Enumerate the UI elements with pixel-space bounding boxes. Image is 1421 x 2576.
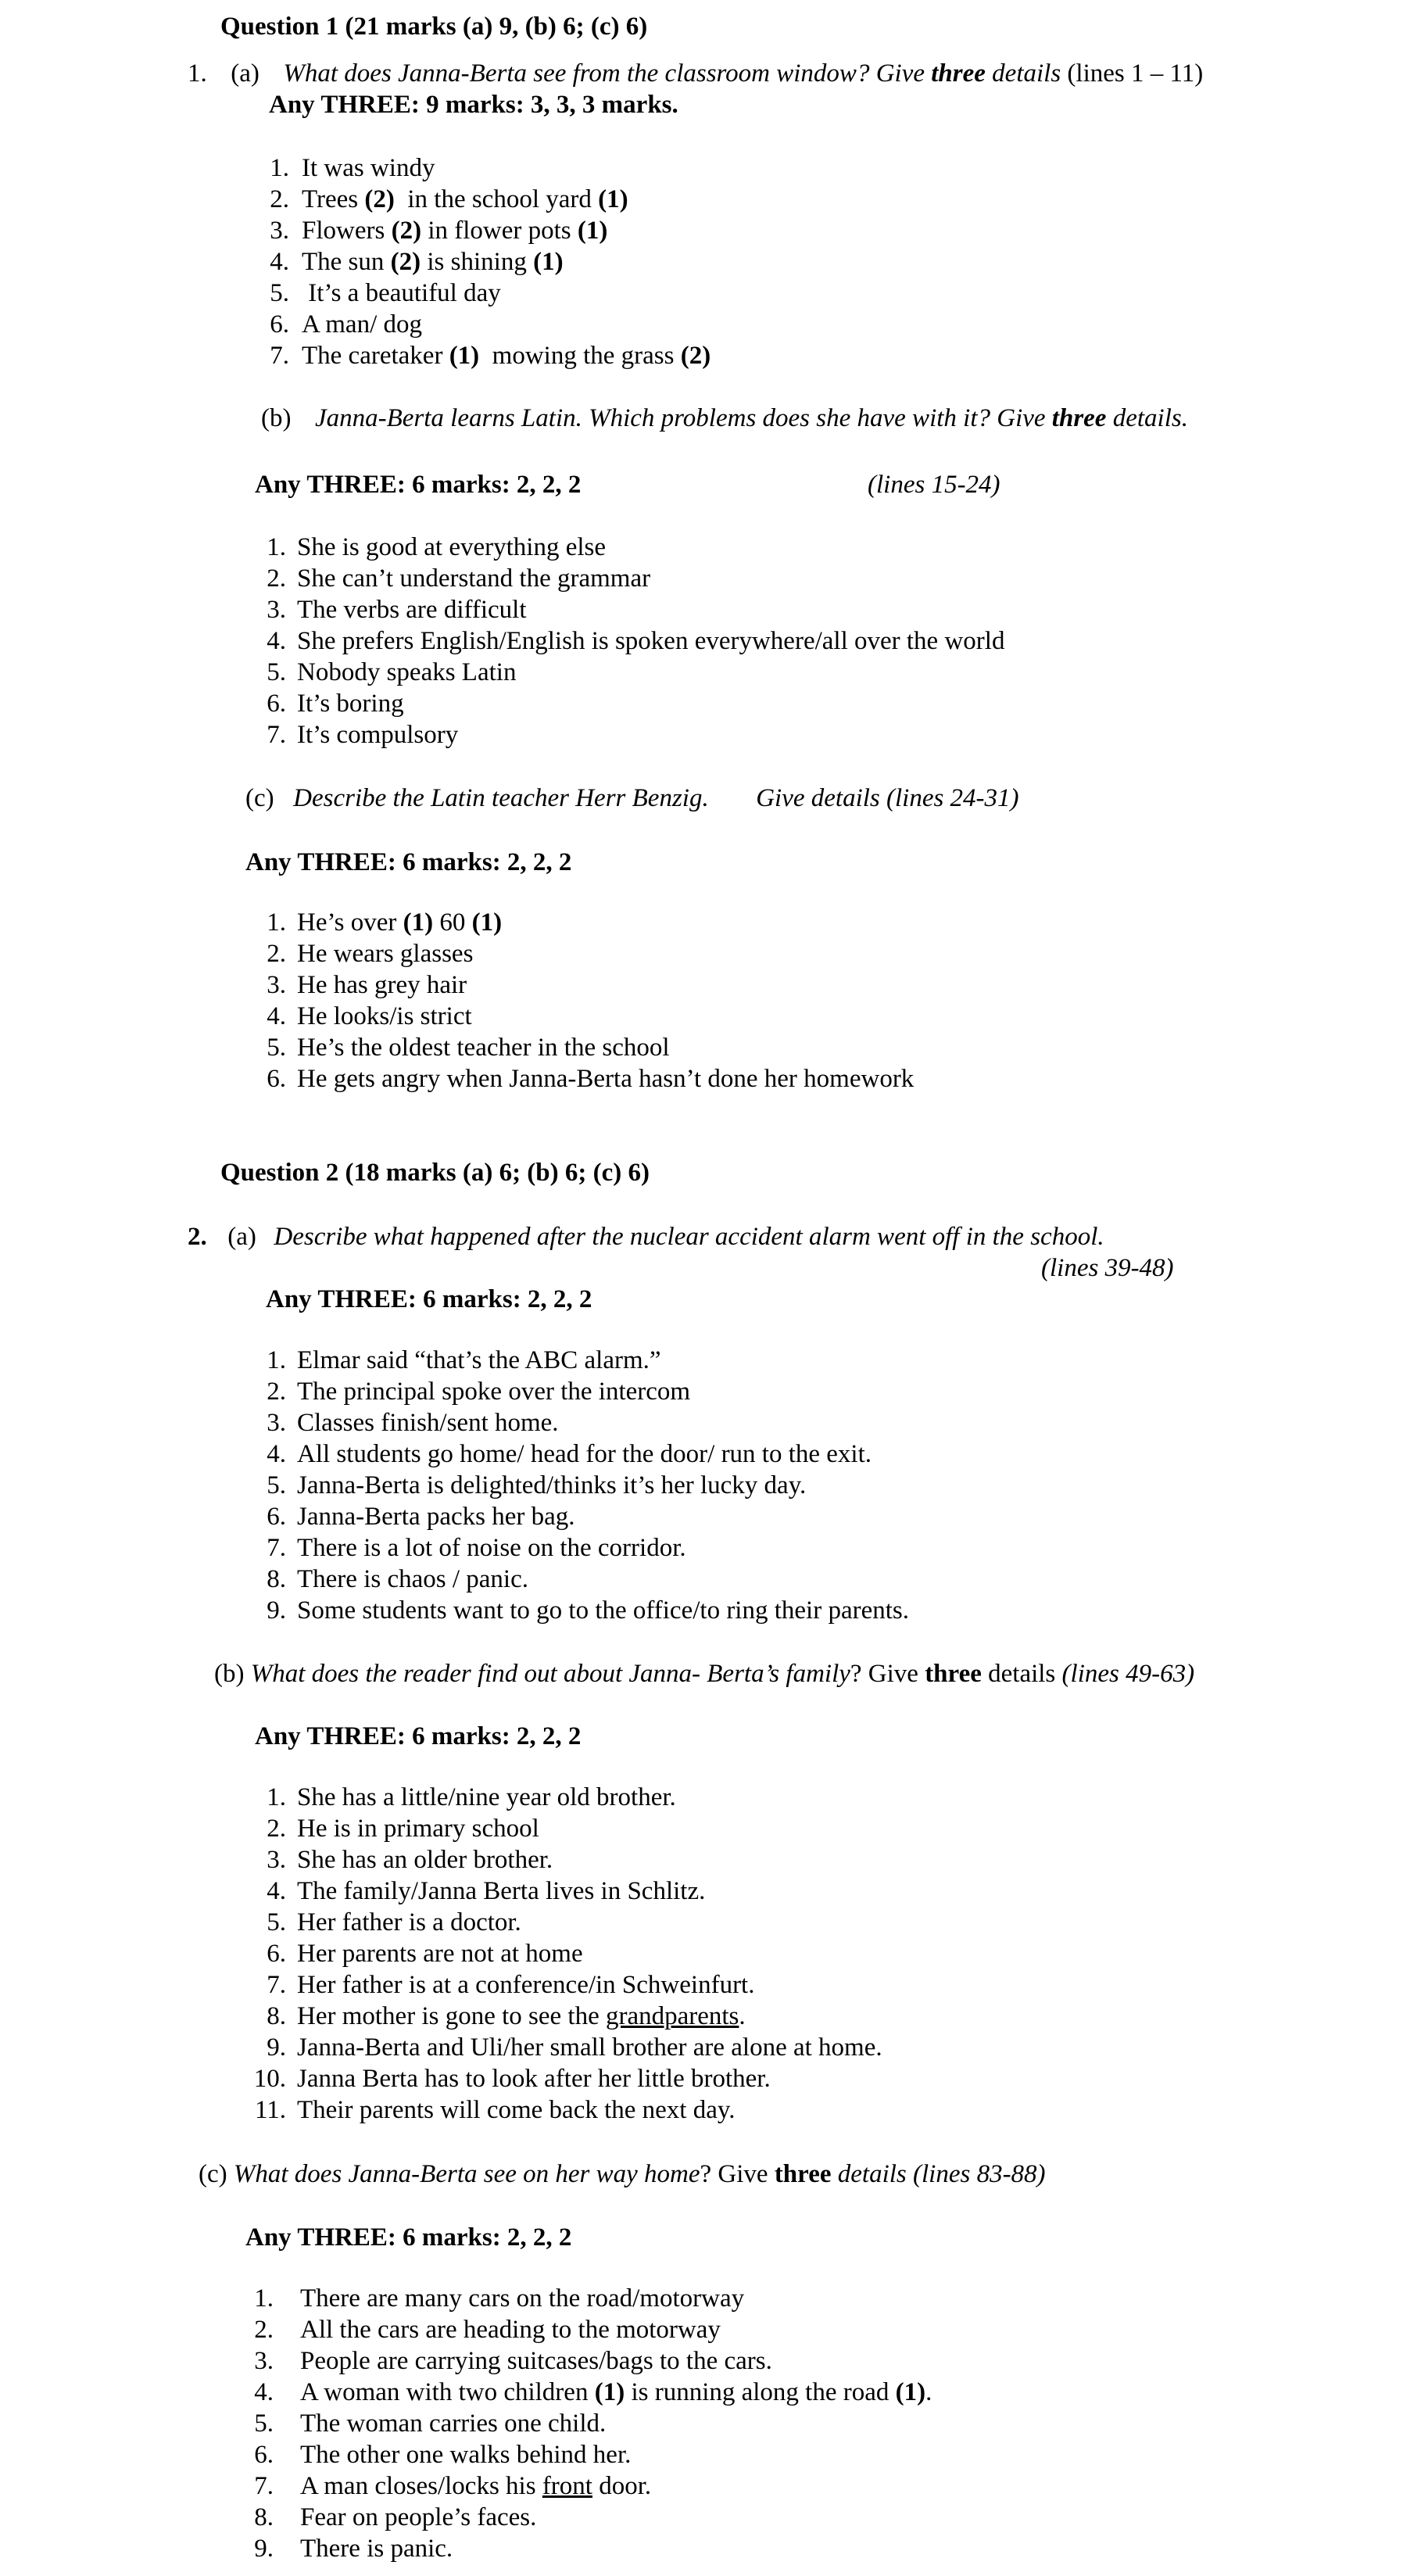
answer-fragment: The woman carries one child. [300,2409,607,2438]
q1c-marks: Any THREE: 6 marks: 2, 2, 2 [245,848,572,876]
mark-allocation: (1) [403,908,434,937]
answer-fragment: The verbs are difficult [297,596,527,624]
answer-item [255,563,1193,594]
answer-item [255,1564,1193,1595]
answer-number: 5. [254,2409,274,2438]
q1c-lines: Give details (lines 24-31) [756,784,1019,812]
answer-number: 1. [267,1783,286,1811]
answer-fragment: It was windy [302,154,435,182]
answer-item [255,1345,1193,1376]
answer-text [297,1063,914,1095]
answer-number: 1. [267,908,286,937]
answer-fragment: Janna-Berta and Uli/her small brother are alone at home. [297,2033,882,2062]
answer-fragment: She has a little/nine year old brother. [297,1783,676,1811]
answer-item [234,1907,1172,1938]
answer-fragment: Janna-Berta packs her bag. [297,1503,575,1531]
answer-number: 6. [254,2441,274,2469]
answer-item [242,2314,1180,2345]
answer-fragment: in flower pots [421,217,578,245]
answer-text [297,1876,705,1907]
q2a-marks: Any THREE: 6 marks: 2, 2, 2 [266,1285,592,1313]
answer-fragment: The principal spoke over the intercom [297,1378,691,1406]
answer-number: 3. [267,1409,286,1437]
answer-text [300,2470,651,2502]
q1a-answer-list [258,152,1040,371]
answer-number: 4. [267,1440,286,1468]
answer-fragment: There are many cars on the road/motorway [300,2284,745,2313]
q1b-question-bold: three [1051,404,1107,432]
answer-text [300,2439,631,2470]
answer-text [297,625,1004,657]
q2b-lines: (lines 49-63) [1061,1660,1195,1688]
answer-number: 9. [267,2033,286,2062]
answer-number: 3. [267,1846,286,1874]
answer-fragment: He’s the oldest teacher in the school [297,1034,670,1062]
answer-text [297,2063,771,2094]
mark-allocation: (2) [680,342,711,370]
answer-item [255,1001,1193,1032]
answer-fragment: She is good at everything else [297,533,607,561]
answer-number: 4. [267,1877,286,1905]
answer-text [300,2345,772,2377]
answer-number: 6. [267,1940,286,1968]
answer-text [297,1907,521,1938]
answer-item [258,309,1040,340]
answer-text [297,1532,686,1564]
answer-number: 2. [267,1378,286,1406]
answer-text [297,1938,583,1969]
answer-text [297,1813,539,1844]
answer-number: 6. [267,1065,286,1093]
answer-fragment: is running along the road [625,2378,896,2406]
answer-number: 5. [267,658,286,686]
q1a-lines: (lines 1 – 11) [1067,59,1204,88]
answer-item [234,1782,1172,1813]
answer-fragment: The other one walks behind her. [300,2441,632,2469]
answer-number: 9. [267,1596,286,1625]
answer-text [300,2283,744,2314]
q1a-question-line [188,58,1203,89]
answer-item [234,2063,1172,2094]
answer-item [258,215,1040,246]
answer-item [258,278,1040,309]
q2c-question-end: details [837,2160,907,2188]
q2b-question-bold: three [925,1660,982,1688]
answer-text [297,1376,690,1407]
answer-fragment: Fear on people’s faces. [300,2503,537,2531]
q1b-lines: (lines 15-24) [868,471,1000,499]
answer-number: 2. [267,1815,286,1843]
answer-text [302,246,564,278]
answer-item [234,1813,1172,1844]
answer-text [297,969,467,1001]
answer-number: 1. [270,154,289,182]
answer-fragment: Nobody speaks Latin [297,658,517,686]
answer-number: 7. [267,1534,286,1562]
q2a-label: (a) [227,1223,256,1251]
answer-item [234,2001,1172,2032]
answer-item [258,246,1040,278]
answer-text [297,688,404,719]
answer-text [297,1844,553,1876]
q1-number: 1. [188,59,207,88]
answer-number: 1. [267,533,286,561]
answer-item [255,938,1193,969]
answer-text [302,278,501,309]
q2c-question-mid: ? Give [700,2160,768,2188]
answer-text [302,215,607,246]
q2b-answer-list [234,1782,1172,2126]
q1b-question: Janna-Berta learns Latin. Which problems does she have with it? Give [314,404,1046,432]
answer-item [255,532,1193,563]
answer-fragment: Trees [302,185,365,213]
answer-fragment: People are carrying suitcases/bags to the cars. [300,2347,772,2375]
answer-text [297,1969,754,2001]
answer-text [297,907,502,938]
answer-item [255,1595,1193,1626]
answer-item [242,2470,1180,2502]
answer-text [297,1407,559,1438]
answer-fragment: The sun [302,248,391,276]
q1a-question: What does Janna-Berta see from the classroom window? Give [283,59,925,88]
answer-number: 2. [267,564,286,593]
q1c-answer-list [255,907,1193,1095]
q2a-lines: (lines 39-48) [1041,1254,1174,1282]
answer-text [297,2094,735,2126]
answer-fragment: There is panic. [300,2535,453,2563]
answer-text [300,2408,606,2439]
answer-text [297,1001,472,1032]
q1b-label: (b) [261,404,292,432]
q2b-question-mid: ? Give [850,1660,918,1688]
answer-number: 6. [267,690,286,718]
q2a-answer-list [255,1345,1193,1626]
answer-fragment: Classes finish/sent home. [297,1409,559,1437]
answer-number: 7. [270,342,289,370]
answer-text [297,657,516,688]
answer-text [297,1564,528,1595]
answer-fragment: Their parents will come back the next day. [297,2096,736,2124]
answer-text [297,1501,575,1532]
answer-fragment: . [739,2002,746,2030]
q2b-marks: Any THREE: 6 marks: 2, 2, 2 [255,1722,582,1750]
answer-number: 5. [267,1034,286,1062]
answer-item [255,969,1193,1001]
q1c-label: (c) [245,784,274,812]
answer-number: 8. [267,1565,286,1593]
answer-fragment: Her father is a doctor. [297,1908,521,1936]
mark-allocation: (1) [594,2378,625,2406]
answer-item [255,594,1193,625]
answer-number: 2. [254,2316,274,2344]
answer-item [255,719,1193,751]
answer-fragment: He has grey hair [297,971,467,999]
answer-item [255,1501,1193,1532]
answer-fragment: mowing the grass [479,342,681,370]
answer-item [234,1938,1172,1969]
answer-fragment: grandparents [605,2002,739,2030]
answer-item [255,1532,1193,1564]
answer-number: 5. [267,1471,286,1499]
mark-allocation: (1) [598,185,628,213]
answer-number: 3. [254,2347,274,2375]
answer-text [297,532,606,563]
q1c-question-line [245,783,1019,814]
mark-allocation: (2) [390,248,421,276]
q2b-question: What does the reader find out about Janna- Berta’s family [250,1660,850,1688]
q2b-question-line [214,1658,1194,1689]
answer-item [255,657,1193,688]
answer-item [255,1376,1193,1407]
answer-fragment: It’s a beautiful day [302,279,501,307]
answer-number: 3. [267,596,286,624]
answer-item [234,1844,1172,1876]
answer-fragment: A woman with two children [300,2378,595,2406]
answer-number: 4. [267,627,286,655]
answer-number: 4. [254,2378,274,2406]
answer-item [255,1407,1193,1438]
answer-text [300,2502,536,2533]
q2c-question-line [199,2159,1046,2190]
answer-number: 6. [267,1503,286,1531]
answer-fragment: . [925,2378,932,2406]
answer-fragment: Her parents are not at home [297,1940,583,1968]
answer-text [297,1782,676,1813]
mark-allocation: (1) [471,908,503,937]
answer-fragment: Her mother is gone to see the [297,2002,606,2030]
answer-number: 4. [270,248,289,276]
q1b-question-end: details. [1112,404,1188,432]
mark-allocation: (1) [533,248,564,276]
answer-fragment: She can’t understand the grammar [297,564,651,593]
answer-number: 5. [267,1908,286,1936]
answer-text [297,1470,806,1501]
q2c-lines: (lines 83-88) [913,2160,1046,2188]
answer-fragment: The caretaker [302,342,449,370]
answer-text [302,309,422,340]
q1-heading: Question 1 (21 marks (a) 9, (b) 6; (c) 6) [220,13,648,41]
answer-item [234,1876,1172,1907]
answer-text [297,563,650,594]
q1a-question-bold: three [931,59,986,88]
answer-number: 3. [267,971,286,999]
answer-item [234,2094,1172,2126]
answer-text [297,1438,872,1470]
answer-fragment: A man/ dog [302,310,422,339]
q2c-question: What does Janna-Berta see on her way home [233,2160,700,2188]
answer-fragment: He’s over [297,908,403,937]
q1b-marks: Any THREE: 6 marks: 2, 2, 2 [255,471,582,499]
mark-allocation: (1) [577,217,608,245]
answer-fragment: Flowers [302,217,392,245]
q2b-question-end: details [988,1660,1056,1688]
answer-text [297,1345,661,1376]
answer-text [300,2533,453,2564]
answer-item [255,1470,1193,1501]
answer-text [297,2001,746,2032]
answer-fragment: There is a lot of noise on the corridor. [297,1534,686,1562]
answer-item [242,2502,1180,2533]
mark-allocation: (2) [391,217,422,245]
answer-fragment: All students go home/ head for the door/ run to the exit. [297,1440,872,1468]
answer-fragment: 60 [433,908,472,937]
answer-text [300,2314,721,2345]
answer-number: 5. [270,279,289,307]
answer-fragment: The family/Janna Berta lives in Schlitz. [297,1877,706,1905]
answer-fragment: It’s boring [297,690,404,718]
answer-fragment: Elmar said “that’s the ABC alarm.” [297,1346,661,1374]
answer-item [242,2377,1180,2408]
q2c-marks: Any THREE: 6 marks: 2, 2, 2 [245,2223,572,2252]
answer-item [255,625,1193,657]
answer-fragment: door. [592,2472,652,2500]
answer-fragment: All the cars are heading to the motorway [300,2316,721,2344]
answer-text [297,594,527,625]
answer-text [302,340,710,371]
q1a-label: (a) [231,59,260,88]
answer-item [255,1063,1193,1095]
answer-item [258,184,1040,215]
answer-fragment: front [542,2472,592,2500]
answer-text [297,1032,670,1063]
answer-number: 1. [254,2284,274,2313]
answer-text [300,2377,932,2408]
answer-fragment: Her father is at a conference/in Schweinfurt. [297,1971,755,1999]
answer-fragment: She prefers English/English is spoken everywhere/all over the world [297,627,1005,655]
q2c-question-bold: three [774,2160,832,2188]
answer-item [255,907,1193,938]
mark-allocation: (1) [449,342,480,370]
answer-item [242,2439,1180,2470]
answer-number: 8. [254,2503,274,2531]
answer-text [302,152,435,184]
answer-fragment: It’s compulsory [297,721,459,749]
answer-number: 8. [267,2002,286,2030]
answer-item [258,340,1040,371]
answer-number: 7. [267,1971,286,1999]
answer-item [255,688,1193,719]
answer-fragment: in the school yard [394,185,599,213]
q2a-question: Describe what happened after the nuclear accident alarm went off in the school. [274,1223,1104,1251]
answer-text [297,1595,909,1626]
answer-number: 2. [270,185,289,213]
answer-item [234,1969,1172,2001]
answer-fragment: He wears glasses [297,940,474,968]
answer-number: 1. [267,1346,286,1374]
answer-number: 7. [254,2472,274,2500]
answer-text [297,2032,882,2063]
answer-fragment: He looks/is strict [297,1002,472,1030]
q2-number: 2. [188,1223,207,1251]
answer-number: 4. [267,1002,286,1030]
answer-item [255,1438,1193,1470]
answer-fragment: A man closes/locks his [300,2472,542,2500]
answer-fragment: She has an older brother. [297,1846,553,1874]
answer-number: 6. [270,310,289,339]
q1a-marks: Any THREE: 9 marks: 3, 3, 3 marks. [269,91,678,119]
answer-text [302,184,628,215]
answer-item [255,1032,1193,1063]
answer-number: 2. [267,940,286,968]
q1c-question: Describe the Latin teacher Herr Benzig. [293,784,709,812]
answer-item [258,152,1040,184]
answer-fragment: is shining [421,248,534,276]
answer-fragment: There is chaos / panic. [297,1565,528,1593]
q1b-question-line [261,403,1188,434]
q2c-label: (c) [199,2160,227,2188]
answer-item [242,2408,1180,2439]
answer-text [297,719,458,751]
answer-item [242,2345,1180,2377]
q2c-answer-list [242,2283,1180,2564]
answer-item [242,2283,1180,2314]
q2-heading: Question 2 (18 marks (a) 6; (b) 6; (c) 6) [220,1159,650,1187]
answer-item [242,2533,1180,2564]
answer-fragment: He is in primary school [297,1815,539,1843]
answer-number: 9. [254,2535,274,2563]
q1a-question-end: details [992,59,1061,88]
mark-allocation: (2) [364,185,395,213]
answer-number: 11. [254,2096,286,2124]
answer-fragment: Some students want to go to the office/to ring their parents. [297,1596,909,1625]
answer-fragment: He gets angry when Janna-Berta hasn’t done her homework [297,1065,915,1093]
answer-number: 10. [253,2065,286,2093]
answer-text [297,938,473,969]
mark-allocation: (1) [895,2378,926,2406]
answer-number: 3. [270,217,289,245]
answer-fragment: Janna Berta has to look after her little brother. [297,2065,771,2093]
answer-fragment: Janna-Berta is delighted/thinks it’s her lucky day. [297,1471,807,1499]
q2a-question-line [188,1221,1104,1252]
answer-number: 7. [267,721,286,749]
answer-item [234,2032,1172,2063]
q2b-label: (b) [214,1660,245,1688]
q1b-answer-list [255,532,1193,751]
